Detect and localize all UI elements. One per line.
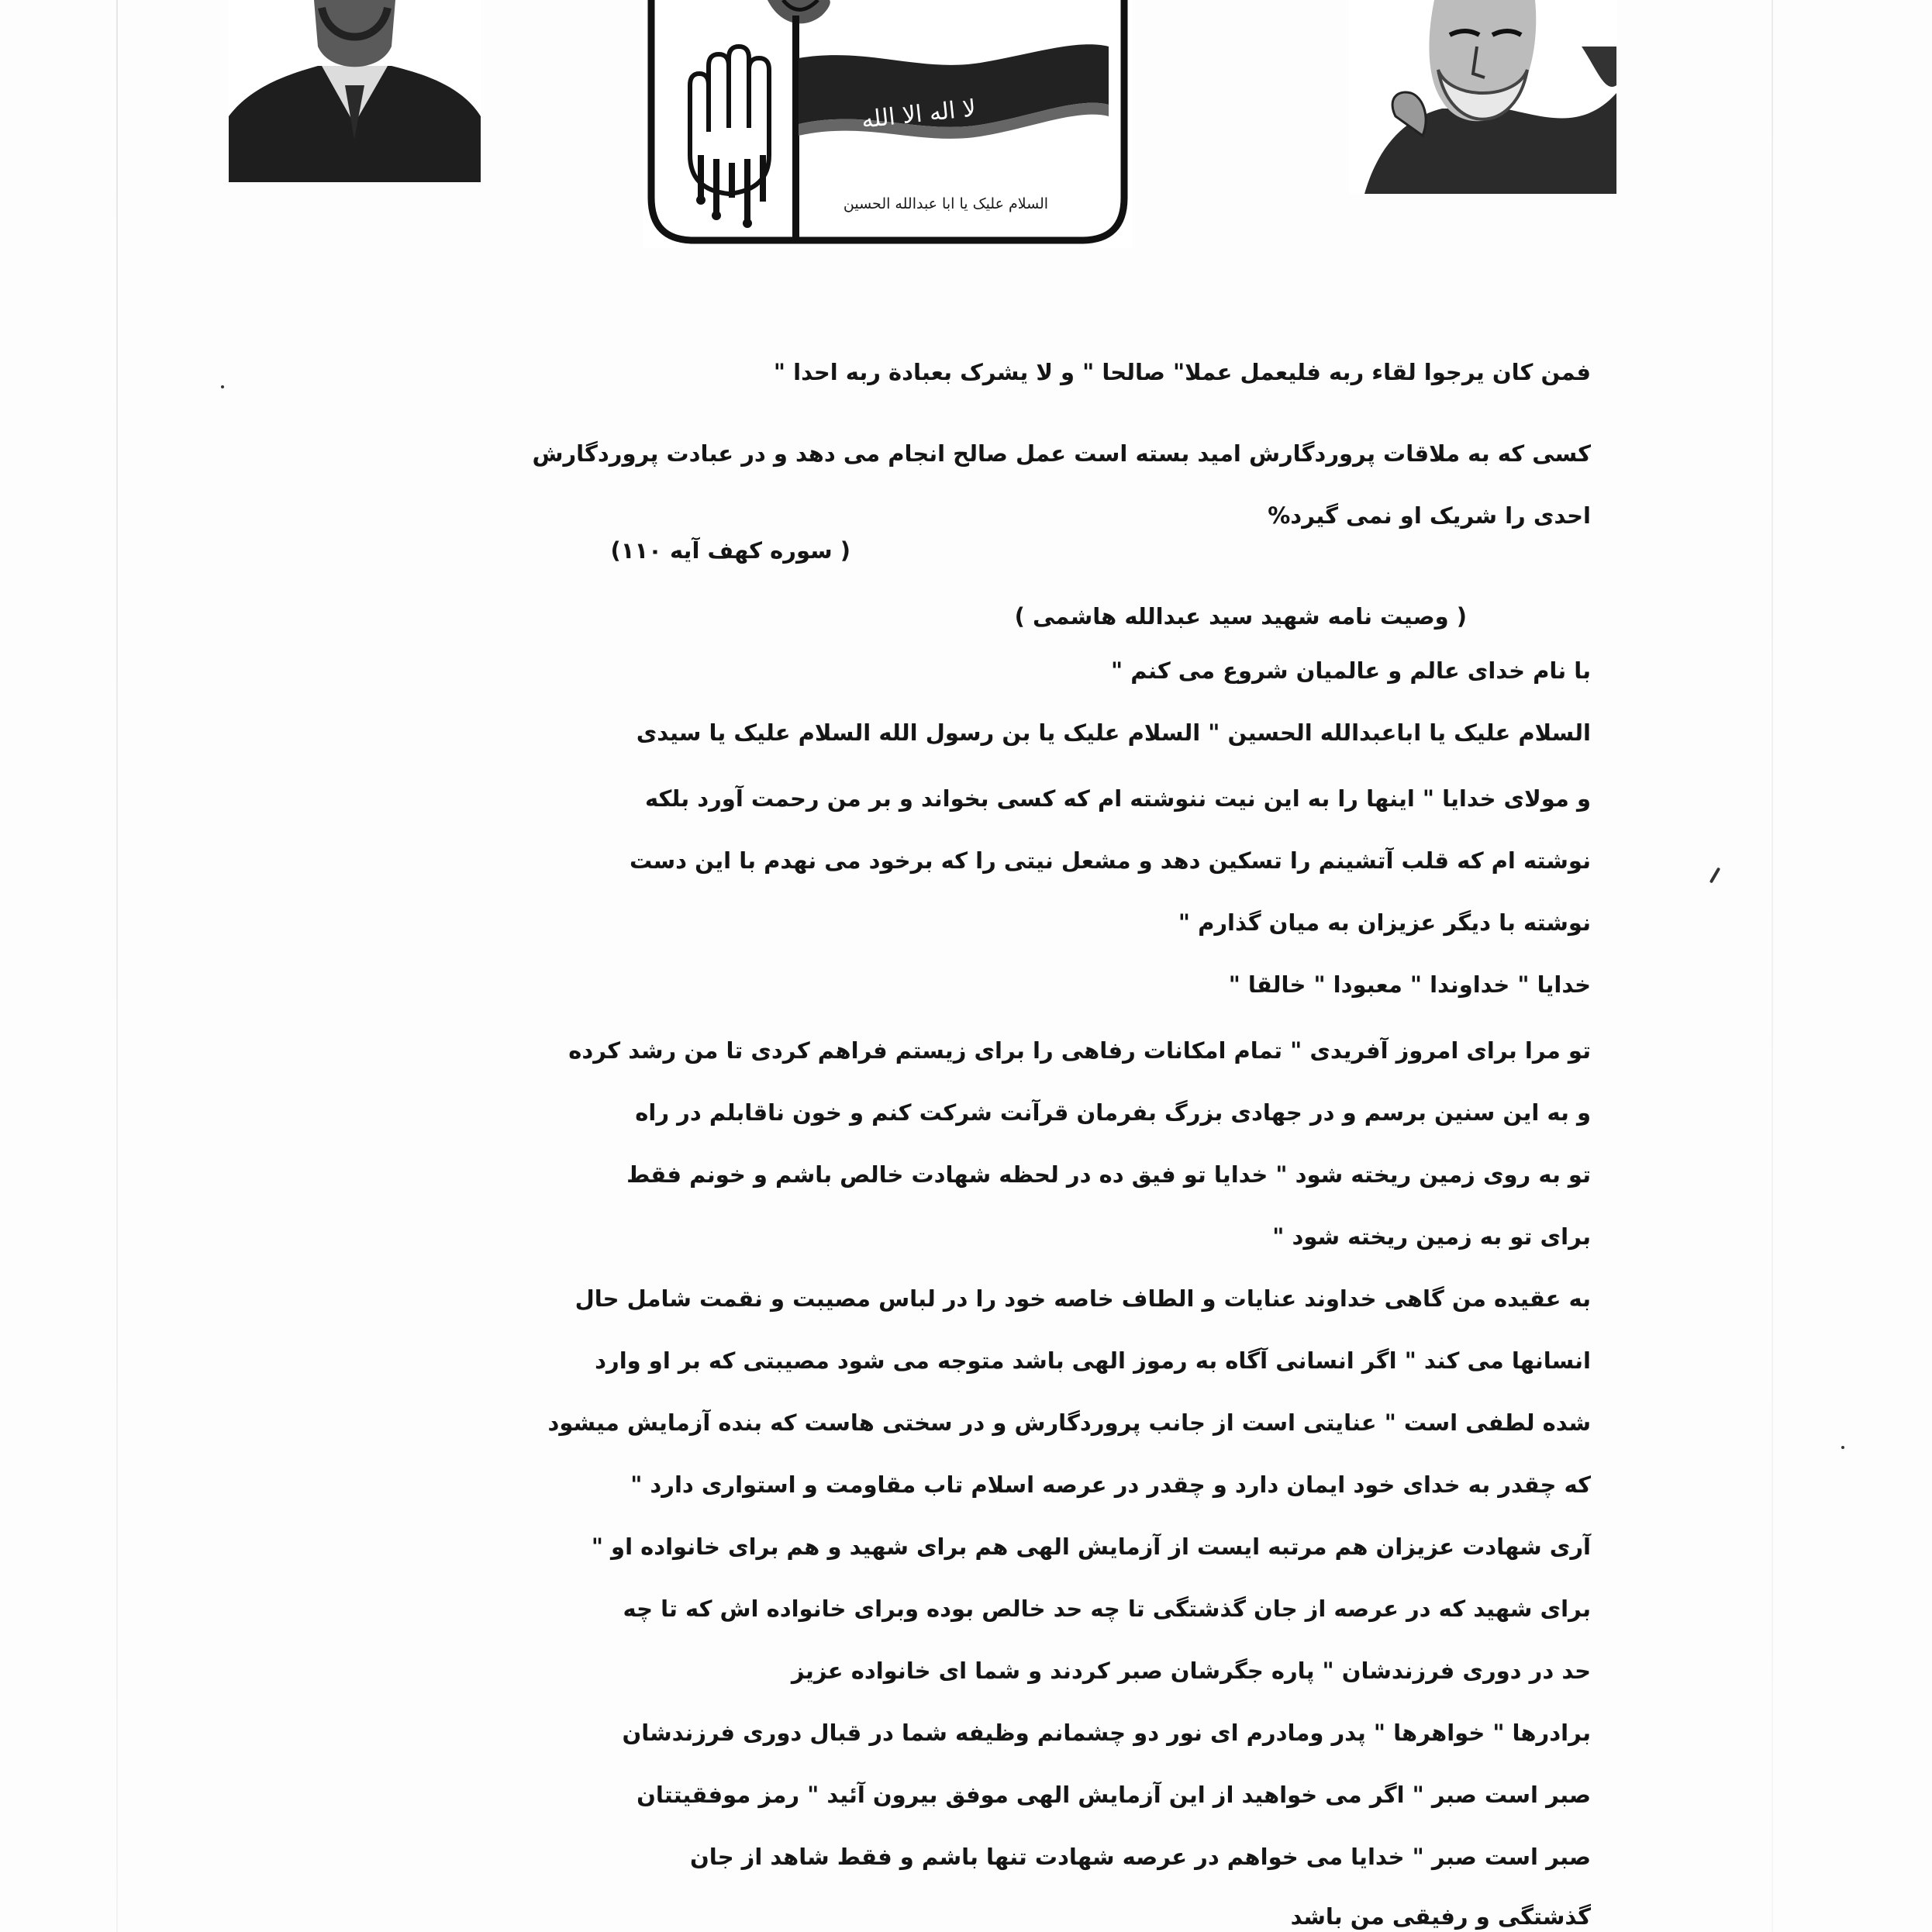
emblem-caption: السلام علیک یا ابا عبدالله الحسین	[843, 195, 1049, 212]
verse-translation-line-1: کسی که به ملاقات پروردگارش امید بسته است عمل صالح انجام می دهد و در عبادت پروردگارش	[532, 440, 1591, 467]
body-line: به عقیده من گاهی خداوند عنایات و الطاف خاصه خود را در لباس مصیبت و نقمت شامل حال	[574, 1285, 1591, 1312]
body-line: گذشتگی و رفیقی من باشد	[1290, 1903, 1591, 1930]
portrait-photo-left	[229, 0, 481, 182]
body-line: صبر است صبر " خدایا می خواهم در عرصه شهادت تنها باشم و فقط شاهد از جان	[690, 1844, 1591, 1870]
body-line: حد در دوری فرزندشان " پاره جگرشان صبر کردند و شما ای خانواده عزیز	[791, 1658, 1591, 1684]
verse-arabic: فمن کان یرجوا لقاء ربه فلیعمل عملا" صالحا " و لا یشرک بعبادة ربه احدا "	[773, 359, 1591, 385]
body-line: نوشته ام که قلب آتشینم را تسکین دهد و مشعل نیتی را که برخود می نهدم با این دست	[629, 847, 1591, 874]
body-line: با نام خدای عالم و عالمیان شروع می کنم "	[1111, 657, 1591, 684]
scan-edge-left	[116, 0, 118, 1932]
body-line: السلام علیک یا اباعبدالله الحسین " السلام علیک یا بن رسول الله السلام علیک یا سیدی	[636, 719, 1591, 746]
portrait-photo-right	[1349, 0, 1616, 194]
banner-text: لا اله الا الله	[860, 95, 978, 134]
body-line: خدایا " خداوندا " معبودا " خالقا "	[1228, 971, 1591, 998]
scan-mark	[1841, 1446, 1844, 1449]
body-line: آری شهادت عزیزان هم مرتبه ایست از آزمایش الهی هم برای شهید و هم برای خانواده او "	[591, 1534, 1591, 1560]
body-line: تو به روی زمین ریخته شود " خدایا تو فیق ده در لحظه شهادت خالص باشم و خونم فقط	[626, 1161, 1591, 1188]
body-line: برای شهید که در عرصه از جان گذشتگی تا چه حد خالص بوده وبرای خانواده اش که تا چه	[623, 1596, 1591, 1622]
body-line: شده لطفی است " عنایتی است از جانب پروردگارش و در سختی هاست که بنده آزمایش میشود	[547, 1409, 1591, 1436]
verse-reference: ( سوره کهف آیه ۱۱۰)	[610, 537, 850, 564]
will-title: ( وصیت نامه شهید سید عبدالله هاشمی )	[1014, 603, 1467, 630]
body-line: برای تو به زمین ریخته شود "	[1272, 1223, 1591, 1250]
body-line: انسانها می کند " اگر انسانی آگاه به رموز الهی باشد متوجه می شود مصیبتی که بر او وارد	[595, 1347, 1591, 1374]
body-line: تو مرا برای امروز آفریدی " تمام امکانات رفاهی را برای زیستم فراهم کردی تا من رشد کرده	[568, 1037, 1591, 1064]
body-line: صبر است صبر " اگر می خواهید از این آزمایش الهی موفق بیرون آئید " رمز موفقیتتان	[637, 1782, 1591, 1808]
body-line: و به این سنین برسم و در جهادی بزرگ بفرمان قرآنت شرکت کنم و خون ناقابلم در راه	[635, 1099, 1591, 1126]
verse-translation-line-2: احدی را شریک او نمی گیرد%	[1268, 502, 1591, 529]
scan-mark	[221, 385, 224, 388]
body-line: که چقدر به خدای خود ایمان دارد و چقدر در عرصه اسلام تاب مقاومت و استواری دارد "	[630, 1471, 1591, 1498]
body-line: و مولای خدایا " اینها را به این نیت ننوشته ام که کسی بخواند و بر من رحمت آورد بلکه	[644, 785, 1591, 812]
scan-edge-right	[1772, 0, 1773, 1932]
body-line: نوشته با دیگر عزیزان به میان گذارم "	[1178, 909, 1591, 936]
body-line: برادرها " خواهرها " پدر ومادرم ای نور دو چشمانم وظیفه شما در قبال دوری فرزندشان	[622, 1720, 1591, 1746]
scan-mark	[1709, 867, 1720, 883]
